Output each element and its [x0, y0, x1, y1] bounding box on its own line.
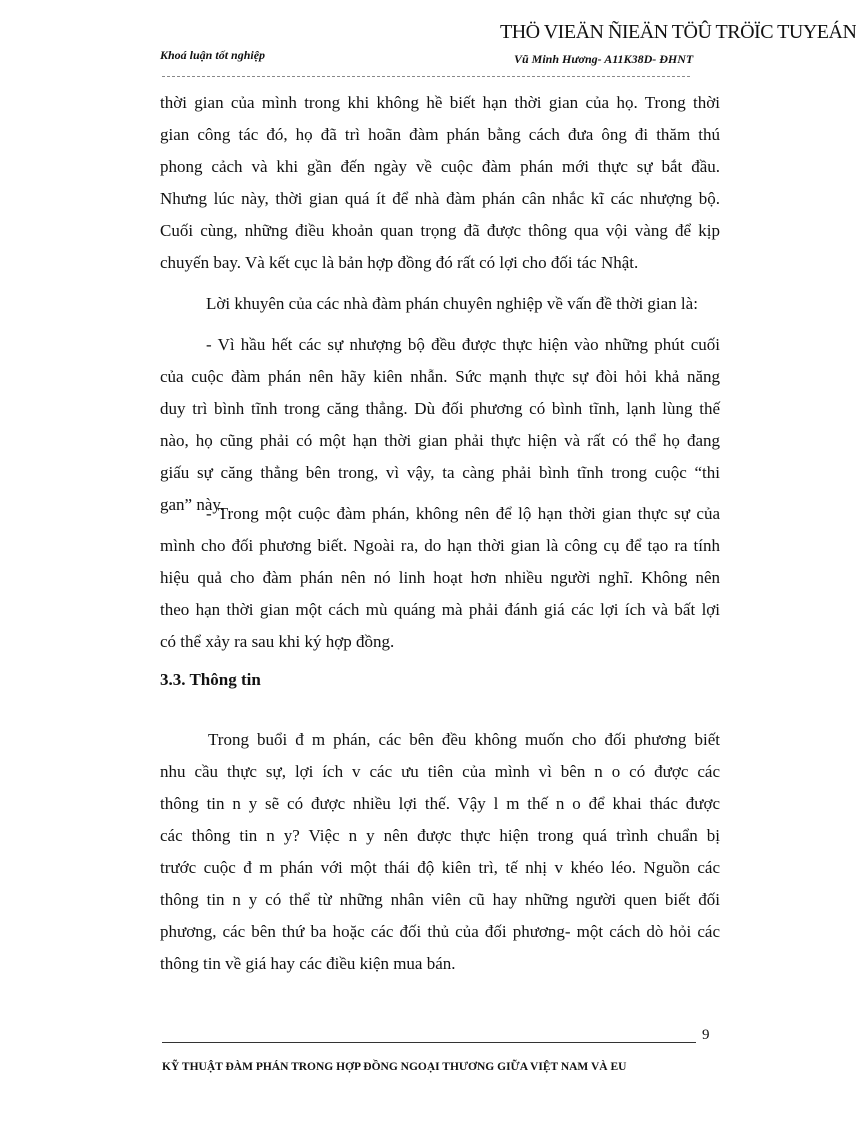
watermark: THÖ VIEÄN ÑIEÄN TÖÛ TRÖÏC TUYEÁN: [500, 21, 856, 43]
text-line: hiệu quả cho đàm phán nên nó linh hoạt hơn nhiều người nghĩ. Không nên: [160, 568, 720, 587]
text-line: thông tin n y có thể từ những nhân viên cũ hay những người quen biết đối: [160, 890, 720, 909]
text-line: Nhưng lúc này, thời gian quá ít để nhà đàm phán cân nhắc kĩ các nhượng bộ.: [160, 189, 720, 208]
text-line: thông tin về giá hay các điều kiện mua bán.: [160, 954, 456, 973]
page-number: 9: [702, 1027, 710, 1043]
section-heading: 3.3. Thông tin: [160, 670, 261, 689]
text-line: - Trong một cuộc đàm phán, không nên để lộ hạn thời gian thực sự của: [206, 504, 720, 523]
paragraph-2: [160, 288, 720, 320]
footer-title: KỸ THUẬT ĐÀM PHÁN TRONG HỢP ĐỒNG NGOẠI THƯƠNG GIỮA VIỆT NAM VÀ EU: [162, 1061, 627, 1073]
text-line: trước cuộc đ m phán với một thái độ kiên trì, tế nhị v khéo léo. Nguồn các: [160, 858, 720, 877]
paragraph-5: [160, 724, 720, 980]
text-line: gian công tác đó, họ đã trì hoãn đàm phán bằng cách đưa ông đi thăm thú: [160, 125, 720, 144]
text-line: mình cho đối phương biết. Ngoài ra, do hạn thời gian là công cụ để tạo ra tính: [160, 536, 720, 555]
text-line: nào, họ cũng phải có một hạn thời gian phải thực hiện và rất có thể họ đang: [160, 431, 720, 450]
text-line: thông tin n y sẽ có được nhiều lợi thế. Vậy l m thế n o để khai thác được: [160, 794, 720, 813]
text-line: Cuối cùng, những điều khoản quan trọng đã được thông qua vội vàng để kịp: [160, 221, 720, 240]
text-line: có thể xảy ra sau khi ký hợp đồng.: [160, 632, 395, 651]
text-line: chuyến bay. Và kết cục là bản hợp đồng đó rất có lợi cho đối tác Nhật.: [160, 253, 639, 272]
header-divider: [162, 76, 690, 77]
text-line: Lời khuyên của các nhà đàm phán chuyên nghiệp về vấn đề thời gian là:: [206, 294, 698, 313]
text-line: gan” này.: [160, 495, 225, 514]
paragraph-4: [160, 498, 720, 658]
text-line: giấu sự căng thẳng bên trong, vì vậy, ta càng phải bình tĩnh trong cuộc “thi: [160, 463, 720, 482]
text-line: thời gian của mình trong khi không hề biết hạn thời gian của họ. Trong thời: [160, 93, 720, 112]
paragraph-1: [160, 87, 720, 279]
footer-divider: [162, 1042, 696, 1043]
text-line: Trong buổi đ m phán, các bên đều không muốn cho đối phương biết: [208, 730, 720, 749]
paragraph-3: [160, 329, 720, 521]
header-left: Khoá luận tốt nghiệp: [160, 48, 266, 62]
text-line: theo hạn thời gian một cách mù quáng mà phải đánh giá các lợi ích và bất lợi: [160, 600, 720, 619]
text-line: nhu cầu thực sự, lợi ích v các ưu tiên của mình vì bên n o có được các: [160, 762, 720, 781]
text-line: - Vì hầu hết các sự nhượng bộ đều được thực hiện vào những phút cuối: [206, 335, 720, 354]
text-line: của cuộc đàm phán nên hãy kiên nhẫn. Sức mạnh thực sự đòi hỏi khả năng: [160, 367, 720, 386]
text-line: phương, các bên thứ ba hoặc các đối thủ của đối phương- một cách dò hỏi các: [160, 922, 720, 941]
header-right: Vũ Minh Hương- A11K38D- ĐHNT: [514, 52, 694, 66]
text-line: duy trì bình tĩnh trong căng thẳng. Dù đối phương có bình tĩnh, lạnh lùng thế: [160, 399, 720, 418]
text-line: các thông tin n y? Việc n y nên được thực hiện trong quá trình chuẩn bị: [160, 826, 720, 845]
text-line: phong cảch và khi gần đến ngày về cuộc đàm phán mới thực sự bắt đầu.: [160, 157, 720, 176]
